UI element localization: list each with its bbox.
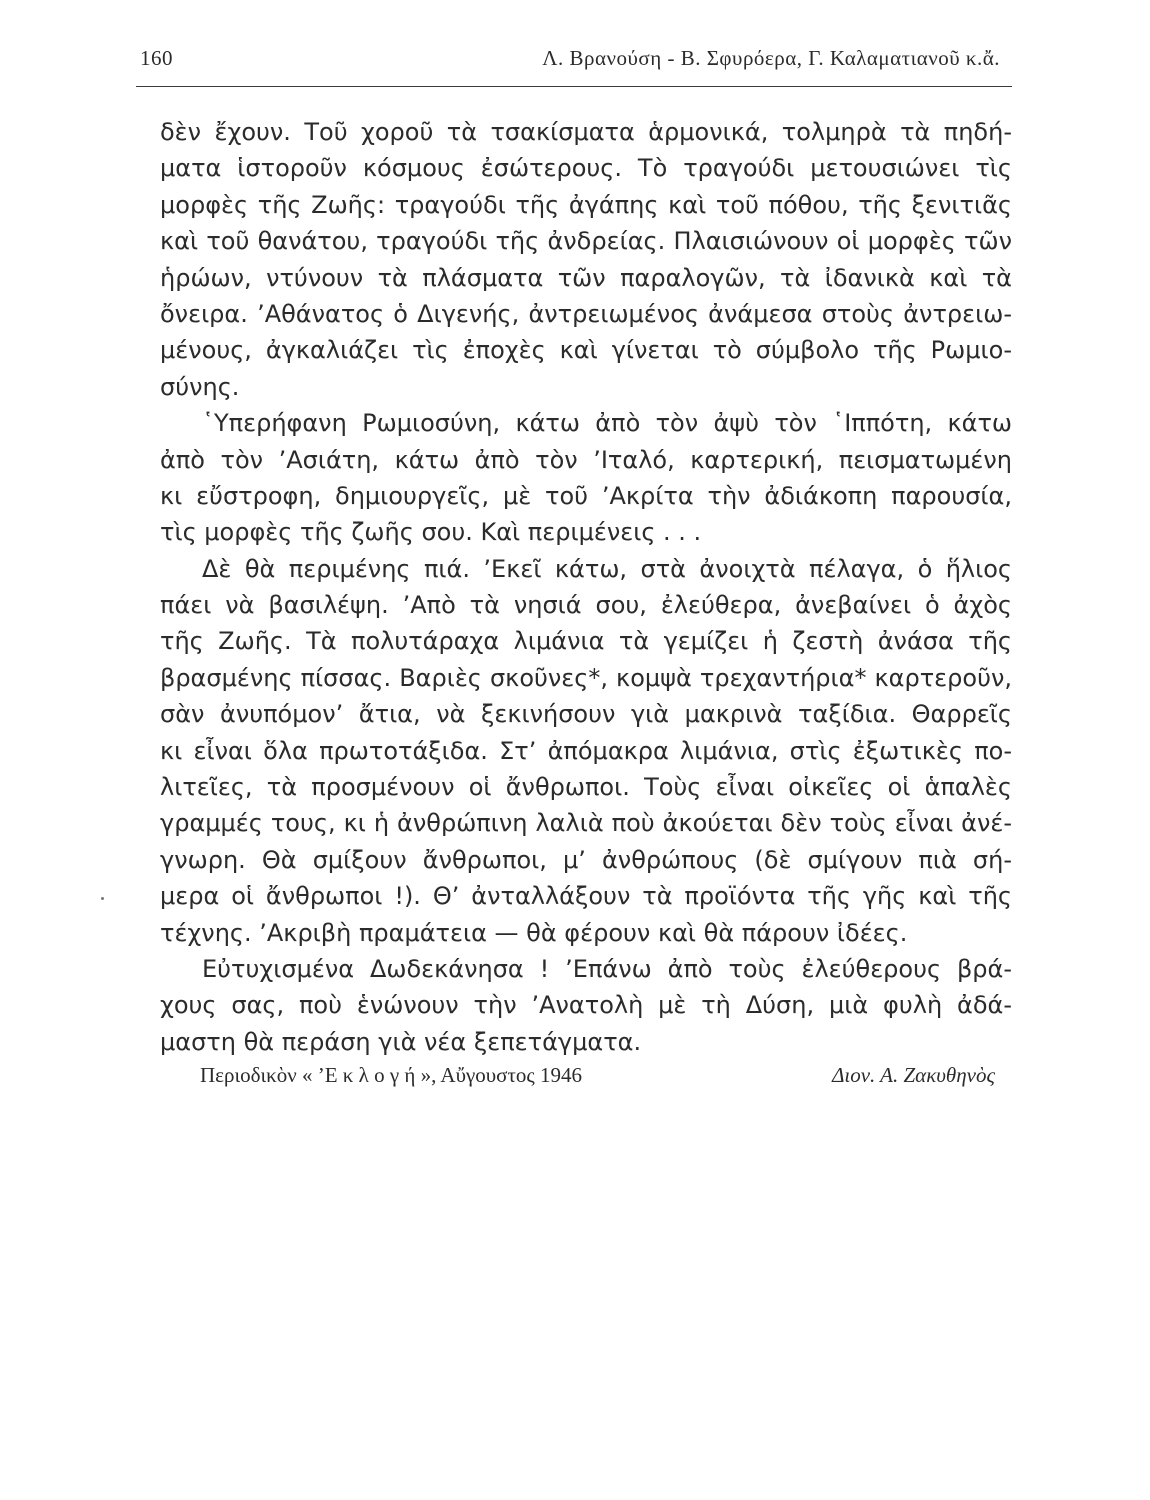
page-number: 160 — [140, 46, 173, 70]
text-line: ὄνειρα. ’Αθάνατος ὁ Διγενής, ἀντρειωμένος ἀνάμεσα στοὺς ἀντρειω- — [160, 299, 1012, 328]
text-line: σὰν ἀνυπόμον’ ἄτια, νὰ ξεκινήσουν γιὰ μακρινὰ ταξίδια. Θαρρεῖς — [160, 700, 1012, 729]
text-line: μαστη θὰ περάση γιὰ νέα ξεπετάγματα. — [160, 1027, 642, 1056]
attribution — [200, 1063, 995, 1095]
text-line: κι εὔστροφη, δημιουργεῖς, μὲ τοῦ ’Ακρίτα τὴν ἀδιάκοπη παρουσία, — [160, 481, 1012, 510]
text-line: τὶς μορφὲς τῆς ζωῆς σου. Καὶ περιμένεις . . . — [160, 518, 702, 547]
text-line: τῆς Ζωῆς. Τὰ πολυτάραχα λιμάνια τὰ γεμίζει ἡ ζεστὴ ἀνάσα τῆς — [160, 627, 1012, 656]
source-citation: Περιοδικὸν « ’Ε κ λ ο γ ή », Αὔγουστος 1946 — [200, 1063, 582, 1087]
paragraph-first-line: Δὲ θὰ περιμένης πιά. ’Εκεῖ κάτω, στὰ ἀνοιχτὰ πέλαγα, ὁ ἥλιος — [202, 554, 1012, 583]
text-line: βρασμένης πίσσας. Βαριὲς σκοῦνες*, κομψὰ τρεχαντήρια* καρτεροῦν, — [160, 663, 1012, 692]
text-line: πάει νὰ βασιλέψη. ’Απὸ τὰ νησιά σου, ἐλεύθερα, ἀνεβαίνει ὁ ἀχὸς — [160, 591, 1012, 620]
text-line: δὲν ἔχουν. Τοῦ χοροῦ τὰ τσακίσματα ἁρμονικά, τολμηρὰ τὰ πηδή- — [160, 118, 1012, 146]
text-line: χους σας, ποὺ ἑνώνουν τὴν ’Ανατολὴ μὲ τὴ Δύση, μιὰ φυλὴ ἀδά- — [160, 991, 1012, 1020]
text-line: ἀπὸ τὸν ’Ασιάτη, κάτω ἀπὸ τὸν ’Ιταλό, καρτερική, πεισματωμένη — [160, 445, 1012, 474]
text-line: ἡρώων, ντύνουν τὰ πλάσματα τῶν παραλογῶν, τὰ ἰδανικὰ καὶ τὰ — [160, 263, 1012, 292]
paragraph-first-line: ῾Υπερήφανη Ρωμιοσύνη, κάτω ἀπὸ τὸν ἀψὺ τὸν ῾Ιππότη, κάτω — [202, 409, 1012, 438]
text-line: μένους, ἀγκαλιάζει τὶς ἐποχὲς καὶ γίνεται τὸ σύμβολο τῆς Ρωμιο- — [160, 336, 1012, 365]
text-line: γνωρη. Θὰ σμίξουν ἄνθρωποι, μ’ ἀνθρώπους (δὲ σμίγουν πιὰ σή- — [160, 845, 1012, 874]
running-head — [130, 46, 1010, 82]
body-text — [160, 114, 1012, 1060]
text-line: τέχνης. ’Ακριβὴ πραμάτεια — θὰ φέρουν καὶ θὰ πάρουν ἰδέες. — [160, 918, 908, 947]
text-line: μορφὲς τῆς Ζωῆς: τραγούδι τῆς ἀγάπης καὶ τοῦ πόθου, τῆς ξενιτιᾶς — [160, 190, 1012, 219]
text-line: καὶ τοῦ θανάτου, τραγούδι τῆς ἀνδρείας. Πλαισιώνουν οἱ μορφὲς τῶν — [160, 227, 1012, 256]
paragraph-first-line: Εὐτυχισμένα Δωδεκάνησα ! ’Επάνω ἀπὸ τοὺς ἐλεύθερους βρά- — [202, 954, 1012, 983]
scan-speck — [101, 897, 104, 900]
text-line: κι εἶναι ὅλα πρωτοτάξιδα. Στ’ ἀπόμακρα λιμάνια, στὶς ἐξωτικὲς πο- — [160, 736, 1012, 765]
text-line: λιτεῖες, τὰ προσμένουν οἱ ἄνθρωποι. Τοὺς εἶναι οἰκεῖες οἱ ἁπαλὲς — [160, 773, 1012, 802]
running-title: Λ. Βρανούση - Β. Σφυρόερα, Γ. Καλαματιανοῦ κ.ἄ. — [542, 46, 1000, 70]
text-line: γραμμές τους, κι ἡ ἀνθρώπινη λαλιὰ ποὺ ἀκούεται δὲν τοὺς εἶναι ἀνέ- — [160, 809, 1012, 838]
text-line: σύνης. — [160, 372, 240, 401]
text-line: ματα ἱστοροῦν κόσμους ἐσώτερους. Τὸ τραγούδι μετουσιώνει τὶς — [160, 154, 1012, 183]
author-name: Διον. Α. Ζακυθηνὸς — [832, 1063, 995, 1087]
text-line: μερα οἱ ἄνθρωποι !). Θ’ ἀνταλλάξουν τὰ προϊόντα τῆς γῆς καὶ τῆς — [160, 882, 1012, 911]
header-rule — [136, 86, 1012, 87]
